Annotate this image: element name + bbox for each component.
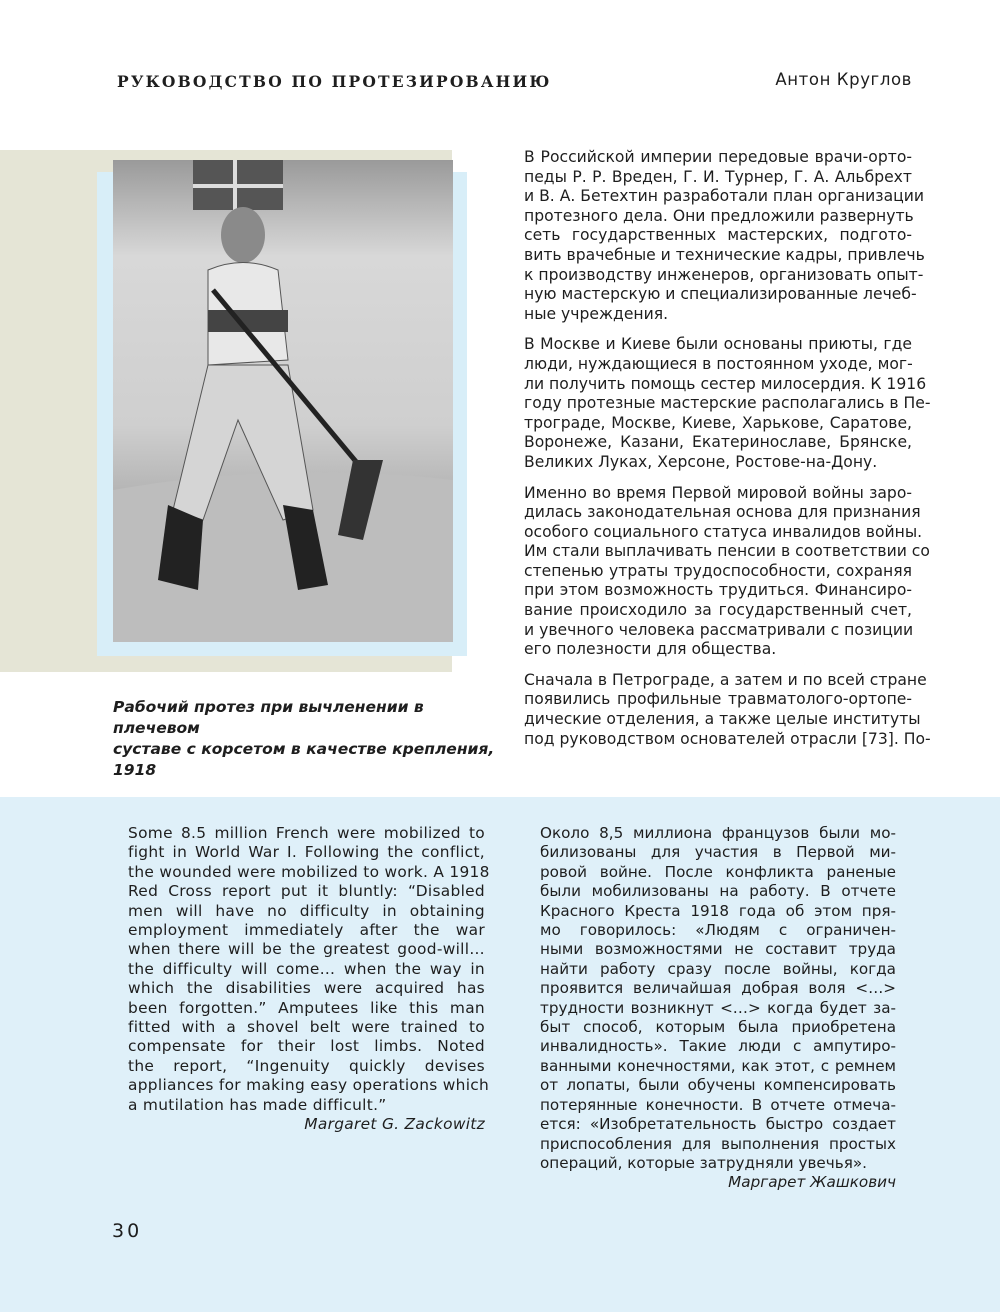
text-line: его полезности для общества. — [524, 640, 777, 659]
text-line: и увечного человека рассматривали с позиции — [524, 620, 914, 639]
text-line: appliances for making easy operations which — [128, 1076, 490, 1095]
text-line: been forgotten.” Amputees like this man — [128, 998, 485, 1017]
text-line: дические отделения, а также целые институты — [524, 710, 921, 729]
text-line: году протезные мастерские располагались в Пе- — [524, 394, 931, 413]
text-line: особого социального статуса инвалидов войны. — [524, 522, 923, 541]
text-line: В Российской империи передовые врачи-орто- — [524, 148, 912, 166]
text-line: степенью утраты трудоспособности, сохраняя — [524, 561, 912, 580]
paragraph — [524, 670, 931, 749]
text-line: ется: «Изобретательность быстро создает — [540, 1115, 896, 1134]
text-line: сеть государственных мастерских, подгото- — [524, 226, 912, 245]
text-line: Около 8,5 миллиона французов были мо- — [540, 824, 896, 842]
text-line: люди, нуждающиеся в постоянном уходе, мог- — [524, 354, 913, 373]
text-line: трограде, Москве, Киеве, Харькове, Саратове, — [524, 413, 912, 432]
text-line: найти работу сразу после войны, когда — [540, 959, 896, 978]
text-line: и В. А. Бетехтин разработали план организации — [524, 187, 925, 206]
english-sidebar-text — [128, 824, 490, 1135]
text-line: ровой войне. После конфликта раненые — [540, 862, 896, 881]
text-line: the wounded were mobilized to work. A 1918 — [128, 862, 490, 881]
text-line: Воронеже, Казани, Екатеринославе, Брянске, — [524, 433, 912, 452]
text-line: the difficulty will come… when the way in — [128, 959, 485, 978]
running-author: Антон Круглов — [775, 70, 912, 89]
text-line: men will have no difficulty in obtaining — [128, 901, 485, 920]
paragraph — [524, 483, 930, 660]
text-line: вание происходило за государственный счет, — [524, 601, 912, 620]
text-line: ными возможностями не составит труда — [540, 940, 896, 959]
text-line: педы Р. Р. Вреден, Г. И. Турнер, Г. А. Альбрехт — [524, 167, 912, 186]
text-line: employment immediately after the war — [128, 921, 485, 940]
caption-line: 1918 — [113, 761, 157, 779]
pencil-drawing-amputee-with-shovel — [113, 160, 453, 642]
text-line: появились профильные травматолого-ортопе- — [524, 690, 912, 709]
text-line: В Москве и Киеве были основаны приюты, где — [524, 335, 912, 354]
text-line: протезного дела. Они предложили развернуть — [524, 206, 914, 225]
paragraph — [524, 335, 931, 472]
text-line: ную мастерскую и специализированные лечеб- — [524, 285, 917, 304]
text-line: ные учреждения. — [524, 304, 669, 323]
text-line: дилась законодательная основа для признания — [524, 503, 921, 522]
caption-line: Рабочий протез при вычленении в плечевом — [113, 698, 424, 737]
author-signature: Маргарет Жашкович — [728, 1173, 896, 1192]
text-line: Красного Креста 1918 года об этом пря- — [540, 901, 896, 920]
caption-line: суставе с корсетом в качестве крепления, — [113, 740, 495, 758]
text-line: Им стали выплачивать пенсии в соответствии со — [524, 542, 930, 561]
text-line: быт способ, которым была приобретена — [540, 1018, 896, 1037]
text-line: Some 8.5 million French were mobilized to — [128, 824, 485, 842]
text-line: трудности возникнут <…> когда будет за- — [540, 998, 896, 1017]
author-signature: Margaret G. Zackowitz — [304, 1115, 485, 1134]
text-line: от лопаты, были обучены компенсировать — [540, 1076, 896, 1095]
page-number: 30 — [112, 1220, 143, 1242]
text-line: к производству инженеров, организовать опыт- — [524, 265, 924, 284]
text-line: when there will be the greatest good-will… — [128, 940, 485, 959]
text-line: вить врачебные и технические кадры, привлечь — [524, 245, 925, 264]
text-line: инвалидность». Такие люди с ампутиро- — [540, 1037, 896, 1056]
text-line: под руководством основателей отрасли [73]. По- — [524, 729, 931, 748]
text-line: ванными конечностями, как этот, с ремнем — [540, 1056, 896, 1075]
figure-caption — [113, 697, 503, 781]
text-line: операций, которые затрудняли увечья». — [540, 1153, 867, 1172]
text-line: потерянные конечности. В отчете отмеча- — [540, 1095, 896, 1114]
text-line: билизованы для участия в Первой ми- — [540, 843, 896, 862]
text-line: Именно во время Первой мировой войны заро- — [524, 483, 912, 502]
text-line: fight in World War I. Following the conflict, — [128, 843, 485, 862]
text-line: fitted with a shovel belt were trained to — [128, 1018, 485, 1037]
text-line: which the disabilities were acquired has — [128, 979, 485, 998]
text-line: приспособления для выполнения простых — [540, 1134, 896, 1153]
text-line: compensate for their lost limbs. Noted — [128, 1037, 485, 1056]
main-text-column — [524, 148, 931, 760]
text-line: при этом возможность трудиться. Финансиро- — [524, 581, 912, 600]
text-line: Великих Луках, Херсоне, Ростове-на-Дону. — [524, 452, 878, 471]
text-line: a mutilation has made difficult.” — [128, 1095, 387, 1114]
paragraph — [524, 148, 925, 324]
text-line: the report, “Ingenuity quickly devises — [128, 1056, 485, 1075]
text-line: Red Cross report put it bluntly: “Disabled — [128, 882, 485, 901]
running-title: РУКОВОДСТВО ПО ПРОТЕЗИРОВАНИЮ — [117, 72, 552, 91]
text-line: были мобилизованы на работу. В отчете — [540, 882, 896, 901]
text-line: мо говорилось: «Людям с ограничен- — [540, 921, 896, 940]
text-line: ли получить помощь сестер милосердия. К 1916 — [524, 374, 927, 393]
russian-sidebar-text — [540, 824, 896, 1193]
text-line: проявится величайшая добрая воля <…> — [540, 979, 896, 998]
text-line: Сначала в Петрограде, а затем и по всей стране — [524, 670, 927, 689]
